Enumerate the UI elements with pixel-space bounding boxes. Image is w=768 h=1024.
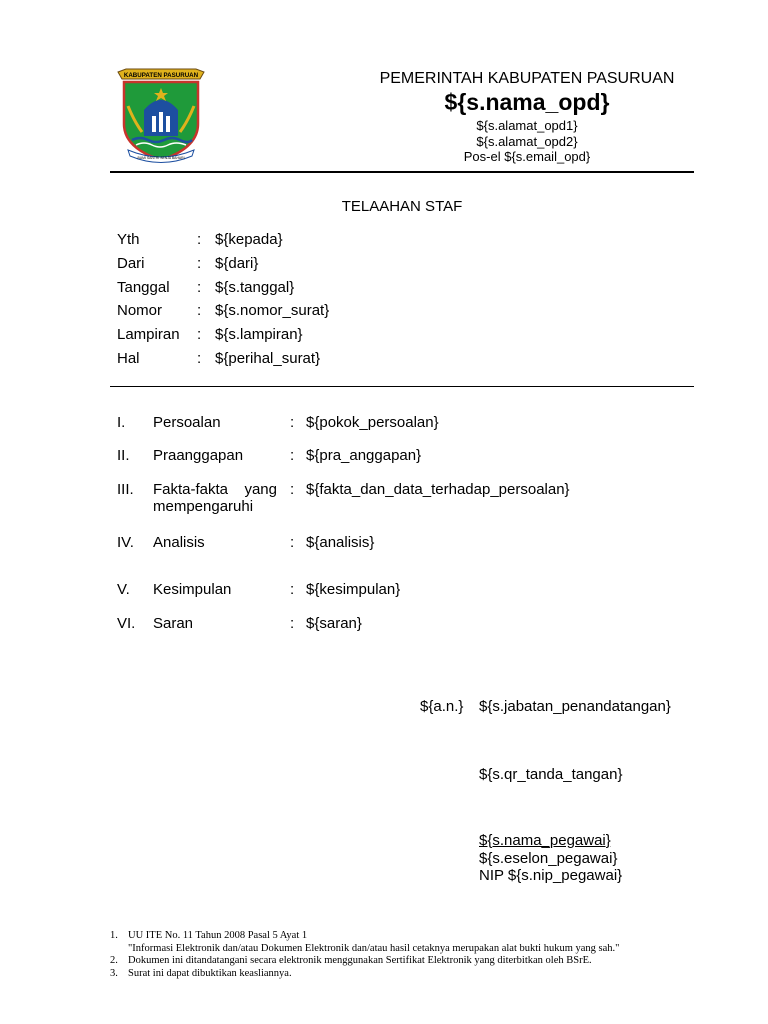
section-colon: : — [290, 481, 295, 498]
footnote-quote: "Informasi Elektronik dan/atau Dokumen Elektronik dan/atau hasil cetaknya merupakan alat bukti hukum yang sah." — [128, 942, 620, 954]
footnotes — [110, 930, 730, 980]
section-number: I. — [117, 414, 126, 431]
meta-colon: : — [197, 231, 202, 248]
footnote-text: UU ITE No. 11 Tahun 2008 Pasal 5 Ayat 1 — [128, 930, 308, 941]
section-label: Saran — [153, 615, 194, 632]
section-value: ${fakta_dan_data_terhadap_persoalan} — [306, 481, 570, 498]
section-number: V. — [117, 581, 130, 598]
section-label-word: yang — [244, 481, 277, 498]
meta-colon: : — [197, 326, 202, 343]
meta-label: Tanggal — [117, 279, 170, 296]
meta-colon: : — [197, 255, 202, 272]
letterhead-divider — [110, 171, 694, 173]
footnote-2 — [110, 955, 730, 968]
kop-nama-opd: ${s.nama_opd} — [444, 89, 610, 115]
section-label: Persoalan — [153, 414, 221, 431]
section-value: ${kesimpulan} — [306, 581, 401, 598]
section-label: Praanggapan — [153, 447, 244, 464]
section-number: VI. — [117, 615, 136, 632]
section-colon: : — [290, 414, 295, 431]
section-colon: : — [290, 447, 295, 464]
meta-value: ${s.nomor_surat} — [215, 302, 330, 319]
section-value: ${pra_anggapan} — [306, 447, 422, 464]
logo-ribbon-text: BUMI SANTRI SENJA BAHARI — [137, 156, 185, 160]
section-number: III. — [117, 481, 134, 498]
footnote-text: Dokumen ini ditandatangani secara elektronik menggunakan Sertifikat Elektronik yang diterbitkan oleh BSrE. — [128, 955, 592, 966]
kop-alamat-2: ${s.alamat_opd2} — [476, 134, 578, 149]
coat-of-arms-icon — [114, 66, 208, 170]
meta-label: Dari — [117, 255, 145, 272]
signature-nama: ${s.nama_pegawai} — [479, 832, 611, 849]
meta-colon: : — [197, 350, 202, 367]
section-label-line2: mempengaruhi — [153, 498, 254, 515]
footnote-number: 1. — [110, 930, 118, 941]
kop-alamat-1: ${s.alamat_opd1} — [476, 118, 578, 133]
section-value: ${pokok_persoalan} — [306, 414, 439, 431]
section-colon: : — [290, 534, 295, 551]
section-label: Analisis — [153, 534, 205, 551]
section-colon: : — [290, 581, 295, 598]
section-colon: : — [290, 615, 295, 632]
meta-divider — [110, 386, 694, 387]
signature-nip: NIP ${s.nip_pegawai} — [479, 867, 623, 884]
footnote-1 — [110, 930, 730, 955]
kop-pemerintah: PEMERINTAH KABUPATEN PASURUAN — [379, 70, 675, 87]
kabupaten-pasuruan-logo — [114, 66, 208, 170]
meta-label: Nomor — [117, 302, 163, 319]
meta-label: Hal — [117, 350, 140, 367]
section-value: ${saran} — [306, 615, 362, 632]
signature-jabatan: ${s.jabatan_penandatangan} — [479, 698, 671, 715]
meta-label: Lampiran — [117, 326, 180, 343]
meta-value: ${kepada} — [215, 231, 283, 248]
footnote-number: 2. — [110, 955, 118, 966]
meta-label: Yth — [117, 231, 140, 248]
section-value: ${analisis} — [306, 534, 375, 551]
meta-value: ${dari} — [215, 255, 259, 272]
document-title: TELAAHAN STAF — [341, 198, 463, 215]
meta-colon: : — [197, 279, 202, 296]
meta-colon: : — [197, 302, 202, 319]
footnote-text: Surat ini dapat dibuktikan keasliannya. — [128, 967, 292, 979]
section-label: Kesimpulan — [153, 581, 232, 598]
signature-eselon: ${s.eselon_pegawai} — [479, 850, 618, 867]
section-number: II. — [117, 447, 130, 464]
signature-qr: ${s.qr_tanda_tangan} — [479, 766, 623, 783]
meta-value: ${s.lampiran} — [215, 326, 303, 343]
footnote-3 — [110, 968, 730, 981]
section-label — [153, 481, 277, 515]
signature-an: ${a.n.} — [420, 698, 464, 715]
kop-email: Pos-el ${s.email_opd} — [463, 149, 591, 164]
meta-value: ${perihal_surat} — [215, 350, 321, 367]
section-number: IV. — [117, 534, 134, 551]
meta-value: ${s.tanggal} — [215, 279, 295, 296]
section-label-word: Fakta-fakta — [153, 481, 229, 498]
footnote-number: 3. — [110, 967, 118, 979]
logo-banner-text: KABUPATEN PASURUAN — [123, 72, 199, 79]
